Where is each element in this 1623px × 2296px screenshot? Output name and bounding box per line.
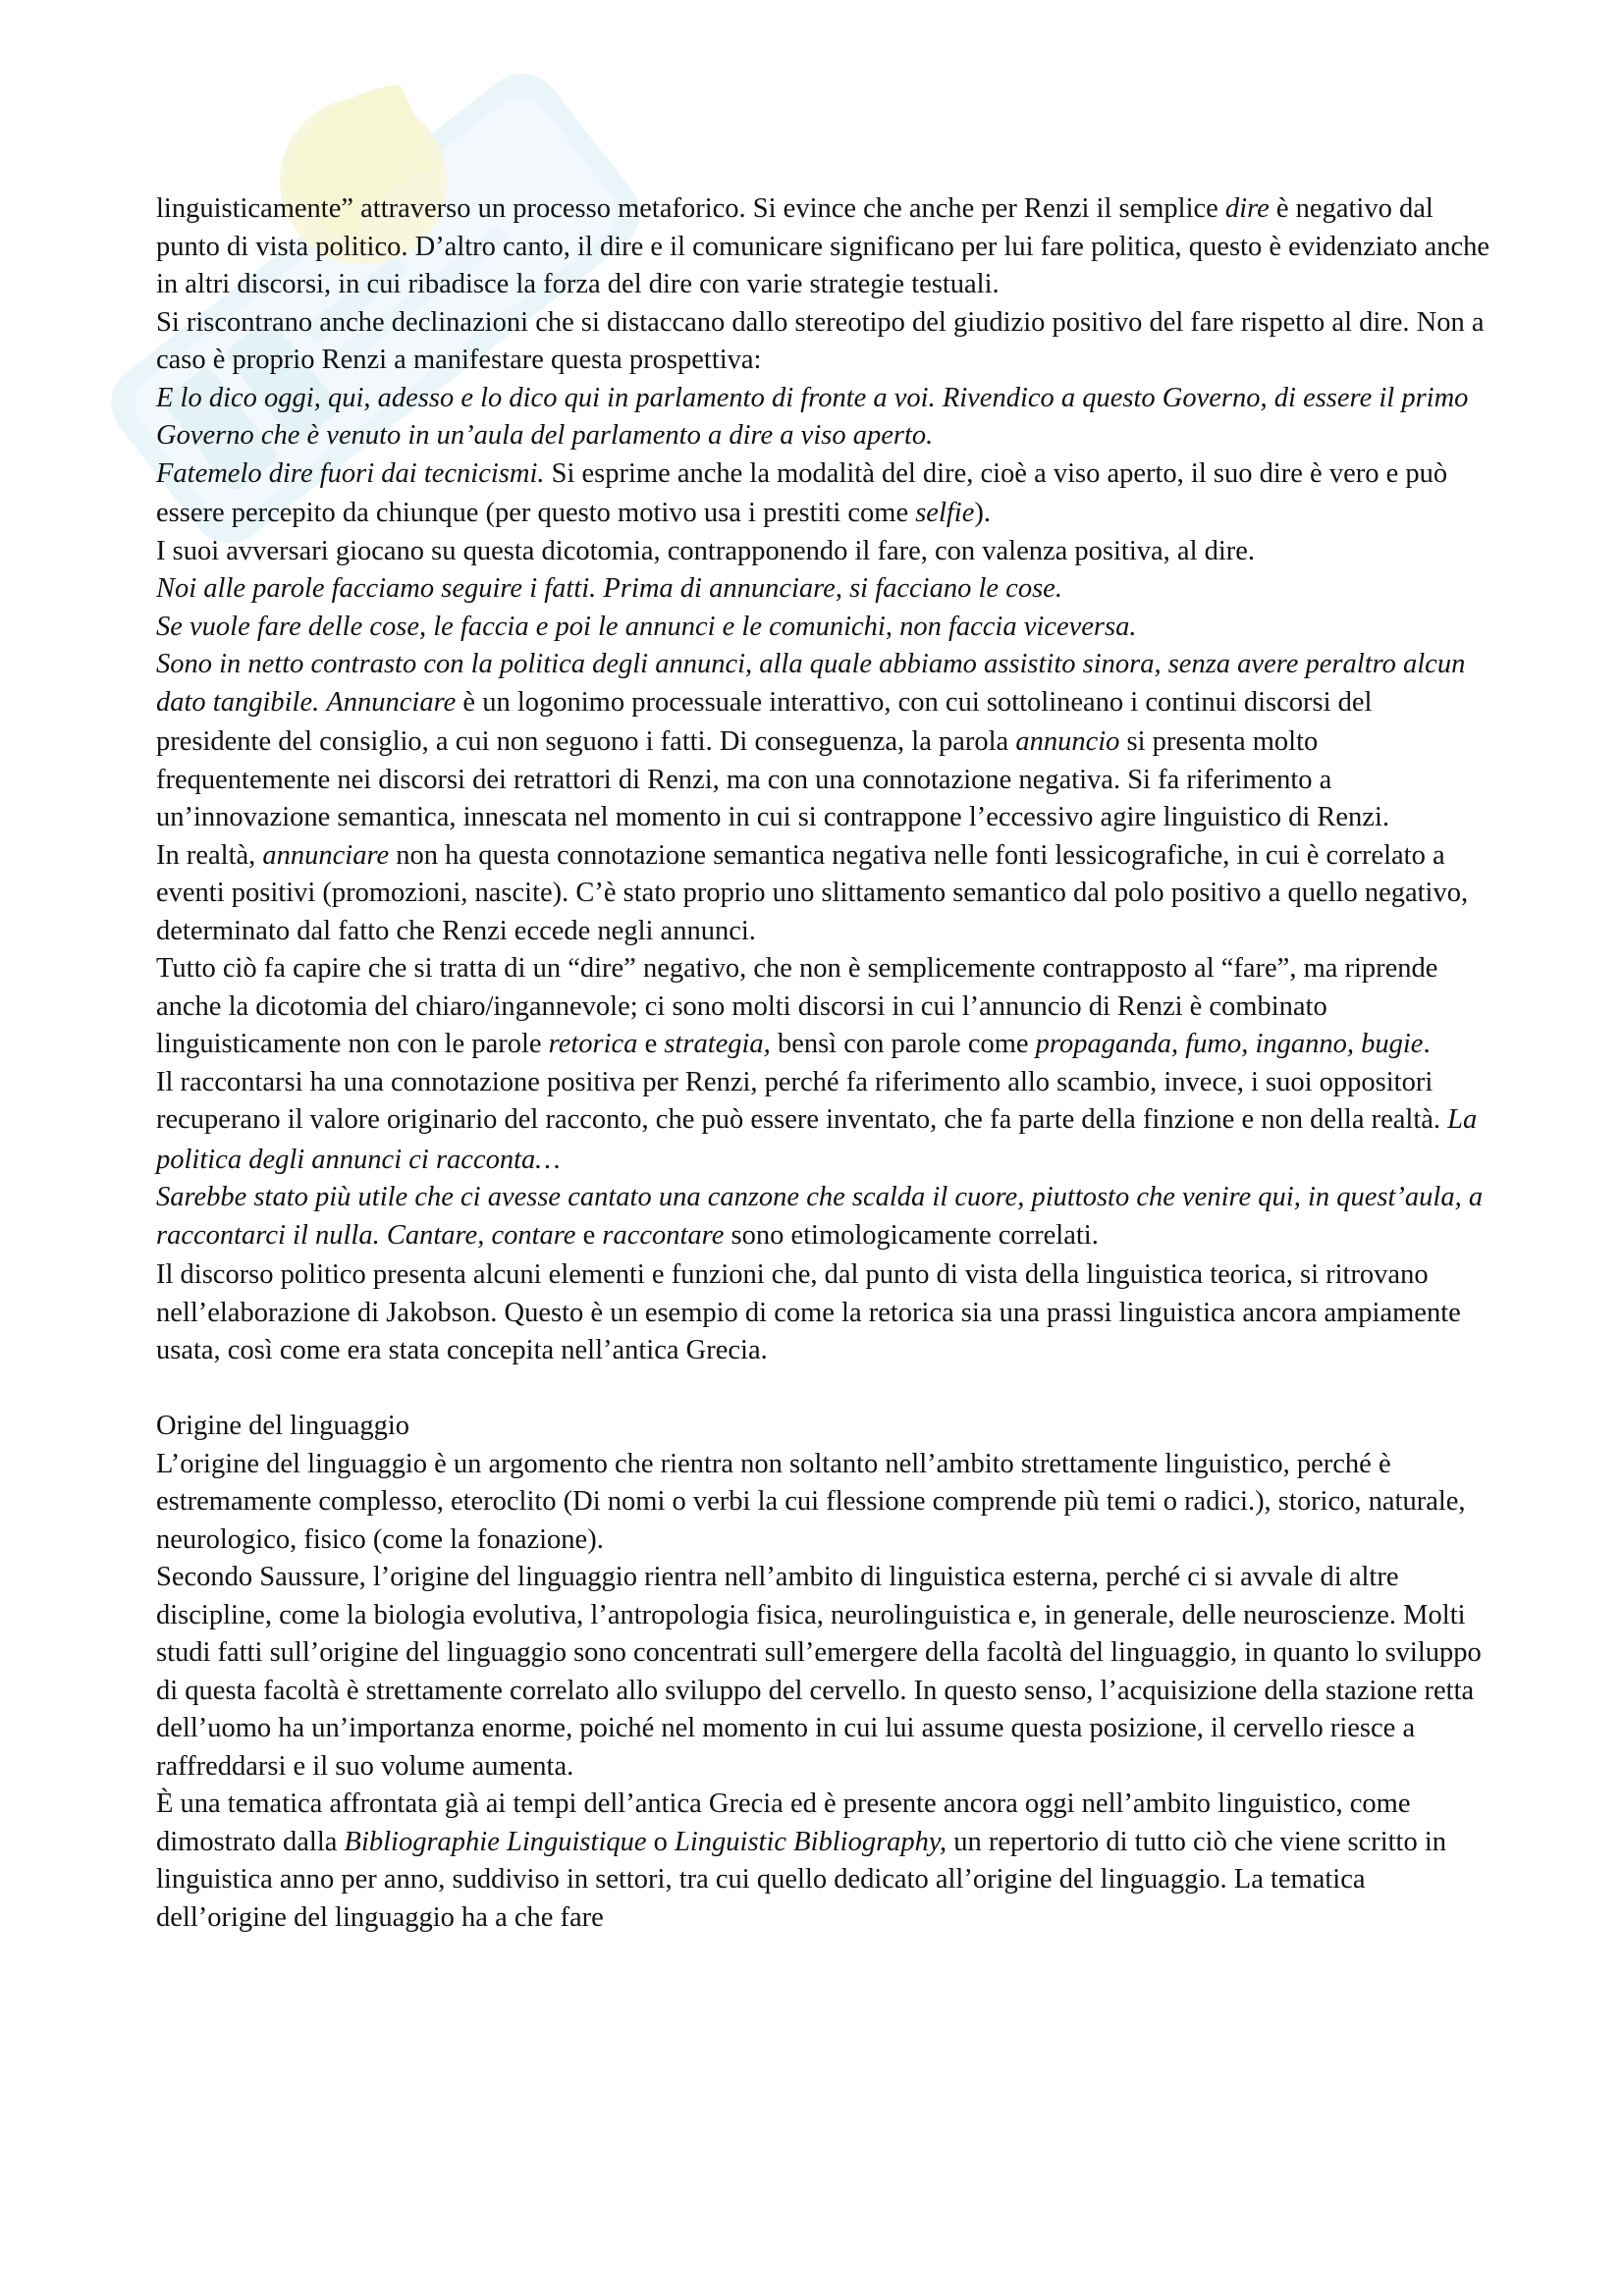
quote-renzi-1: E lo dico oggi, qui, adesso e lo dico qui in parlamento di fronte a voi. Rivendico a questo Governo, di essere il primo Governo che è venuto in un’aula del parlamento a dire a viso aperto. [156, 382, 1469, 451]
paragraph-12: Sarebbe stato più utile che ci avesse cantato una canzone che scalda il cuore, piuttosto che venire qui, in quest’aula, a raccontarci il nulla. Cantare, contare e raccontare sono etimologicamente correlati. [156, 1182, 1484, 1251]
paragraph-13: Il discorso politico presenta alcuni elementi e funzioni che, dal punto di vista della linguistica teorica, si ritrovano nell’elaborazione di Jakobson. Questo è un esempio di come la retorica sia una prassi linguistica ancora ampiamente usata, così come era stata concepita nell’antica Grecia. [156, 1259, 1461, 1365]
paragraph-9: In realtà, annunciare non ha questa connotazione semantica negativa nelle fonti lessicografiche, in cui è correlato a eventi positivi (promozioni, nascite). C’è stato proprio uno slittamento semantico dal polo positivo a quello negativo, determinato dal fatto che Renzi eccede negli annunci. [156, 839, 1469, 946]
paragraph-5: I suoi avversari giocano su questa dicotomia, contrapponendo il fare, con valenza positiva, al dire. [156, 535, 1256, 566]
paragraph-14: L’origine del linguaggio è un argomento che rientra non soltanto nell’ambito strettamente linguistico, perché è estremamente complesso, eteroclito (Di nomi o verbi la cui flessione comprende più temi o radici.), storico, naturale, neurologico, fisico (come la fonazione). [156, 1448, 1466, 1555]
paragraph-10: Tutto ciò fa capire che si tratta di un “dire” negativo, che non è semplicemente contrapposto al “fare”, ma riprende anche la dicotomia del chiaro/ingannevole; ci sono molti discorsi in cui l’annuncio di Renzi è combinato linguisticamente non con le parole retorica e strategia, bensì con parole come propaganda, fumo, inganno, bugie. [156, 953, 1438, 1059]
paragraph-16: È una tematica affrontata già ai tempi dell’antica Grecia ed è presente ancora oggi nell’ambito linguistico, come dimostrato dalla Bibliographie Linguistique o Linguistic Bibliography, un repertorio di tutto ciò che viene scritto in linguistica anno per anno, suddiviso in settori, tra cui quello dedicato all’origine del linguaggio. La tematica dell’origine del linguaggio ha a che fare [156, 1789, 1447, 1933]
quote-opponents-1: Noi alle parole facciamo seguire i fatti. Prima di annunciare, si facciano le cose. [156, 573, 1062, 604]
paragraph-15: Secondo Saussure, l’origine del linguaggio rientra nell’ambito di linguistica esterna, perché ci si avvale di altre discipline, come la biologia evolutiva, l’antropologia fisica, neurolinguistica e, in generale, delle neuroscienze. Molti studi fatti sull’origine del linguaggio sono concentrati sull’emergere della facoltà del linguaggio, in quanto lo sviluppo di questa facoltà è strettamente correlato allo sviluppo del cervello. In questo senso, l’acquisizione della stazione retta dell’uomo ha un’importanza enorme, poiché nel momento in cui lui assume questa posizione, il cervello riesce a raffreddarsi e il suo volume aumenta. [156, 1562, 1482, 1782]
paragraph-4: Fatemelo dire fuori dai tecnicismi. Si esprime anche la modalità del dire, cioè a viso aperto, il suo dire è vero e può essere percepito da chiunque (per questo motivo usa i prestiti come selfie). [156, 457, 1448, 528]
section-heading: Origine del linguaggio [156, 1411, 410, 1441]
quote-opponents-2: Se vuole fare delle cose, le faccia e poi le annunci e le comunichi, non faccia viceversa. [156, 611, 1137, 642]
paragraph-8: Sono in netto contrasto con la politica degli annunci, alla quale abbiamo assistito sinora, senza avere peraltro alcun dato tangibile. Annunciare è un logonimo processuale interattivo, con cui sottolineano i continui discorsi del presidente del consiglio, a cui non seguono i fatti. Di conseguenza, la parola annuncio si presenta molto frequentemente nei discorsi dei retrattori di Renzi, ma con una connotazione negativa. Si fa riferimento a un’innovazione semantica, innescata nel momento in cui si contrappone l’eccessivo agire linguistico di Renzi. [156, 649, 1466, 832]
paragraph-2: Si riscontrano anche declinazioni che si distaccano dallo stereotipo del giudizio positivo del fare rispetto al dire. Non a caso è proprio Renzi a manifestare questa prospettiva: [156, 306, 1485, 375]
body-text [156, 190, 1491, 1937]
paragraph-1: linguisticamente” attraverso un processo metaforico. Si evince che anche per Renzi il semplice dire è negativo dal punto di vista politico. D’altro canto, il dire e il comunicare significano per lui fare politica, questo è evidenziato anche in altri discorsi, in cui ribadisce la forza del dire con varie strategie testuali. [156, 193, 1490, 299]
paragraph-11: Il raccontarsi ha una connotazione positiva per Renzi, perché fa riferimento allo scambio, invece, i suoi oppositori recuperano il valore originario del racconto, che può essere inventato, che fa parte della finzione e non della realtà. La politica degli annunci ci racconta… [156, 1066, 1478, 1175]
